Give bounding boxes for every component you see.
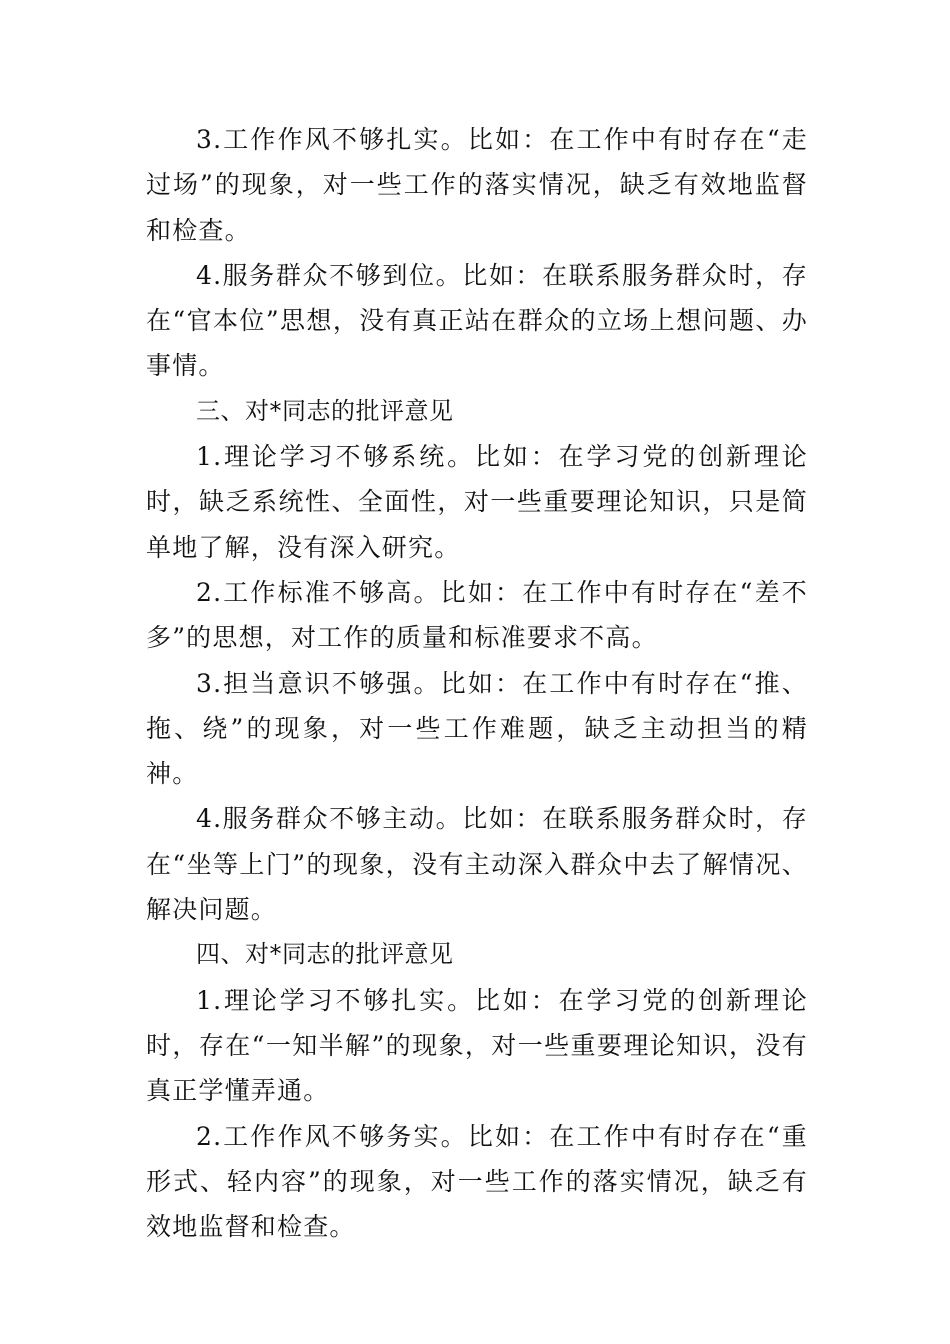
section3-item-2: 2.工作标准不够高。比如：在工作中有时存在“差不多”的思想，对工作的质量和标准要求不高。 (146, 577, 808, 653)
section-heading-3: 三、对*同志的批评意见 (196, 396, 454, 425)
section3-item-3: 3.担当意识不够强。比如：在工作中有时存在“推、拖、绕”的现象，对一些工作难题，缺乏主动担当的精神。 (146, 668, 808, 789)
document-body (146, 117, 808, 1249)
section-heading-4: 四、对*同志的批评意见 (196, 940, 454, 969)
section3-item-4: 4.服务群众不够主动。比如：在联系服务群众时，存在“坐等上门”的现象，没有主动深入群众中去了解情况、解决问题。 (146, 804, 808, 925)
paragraph-work-style: 3.工作作风不够扎实。比如：在工作中有时存在“走过场”的现象，对一些工作的落实情况，缺乏有效地监督和检查。 (146, 125, 808, 245)
section3-item-1: 1.理论学习不够系统。比如：在学习党的创新理论时，缺乏系统性、全面性，对一些重要理论知识，只是简单地了解，没有深入研究。 (146, 442, 808, 562)
section4-item-1: 1.理论学习不够扎实。比如：在学习党的创新理论时，存在“一知半解”的现象，对一些重要理论知识，没有真正学懂弄通。 (146, 985, 808, 1106)
section4-item-2: 2.工作作风不够务实。比如：在工作中有时存在“重形式、轻内容”的现象，对一些工作的落实情况，缺乏有效地监督和检查。 (146, 1121, 808, 1242)
paragraph-serve-masses: 4.服务群众不够到位。比如：在联系服务群众时，存在“官本位”思想，没有真正站在群众的立场上想问题、办事情。 (146, 260, 808, 381)
